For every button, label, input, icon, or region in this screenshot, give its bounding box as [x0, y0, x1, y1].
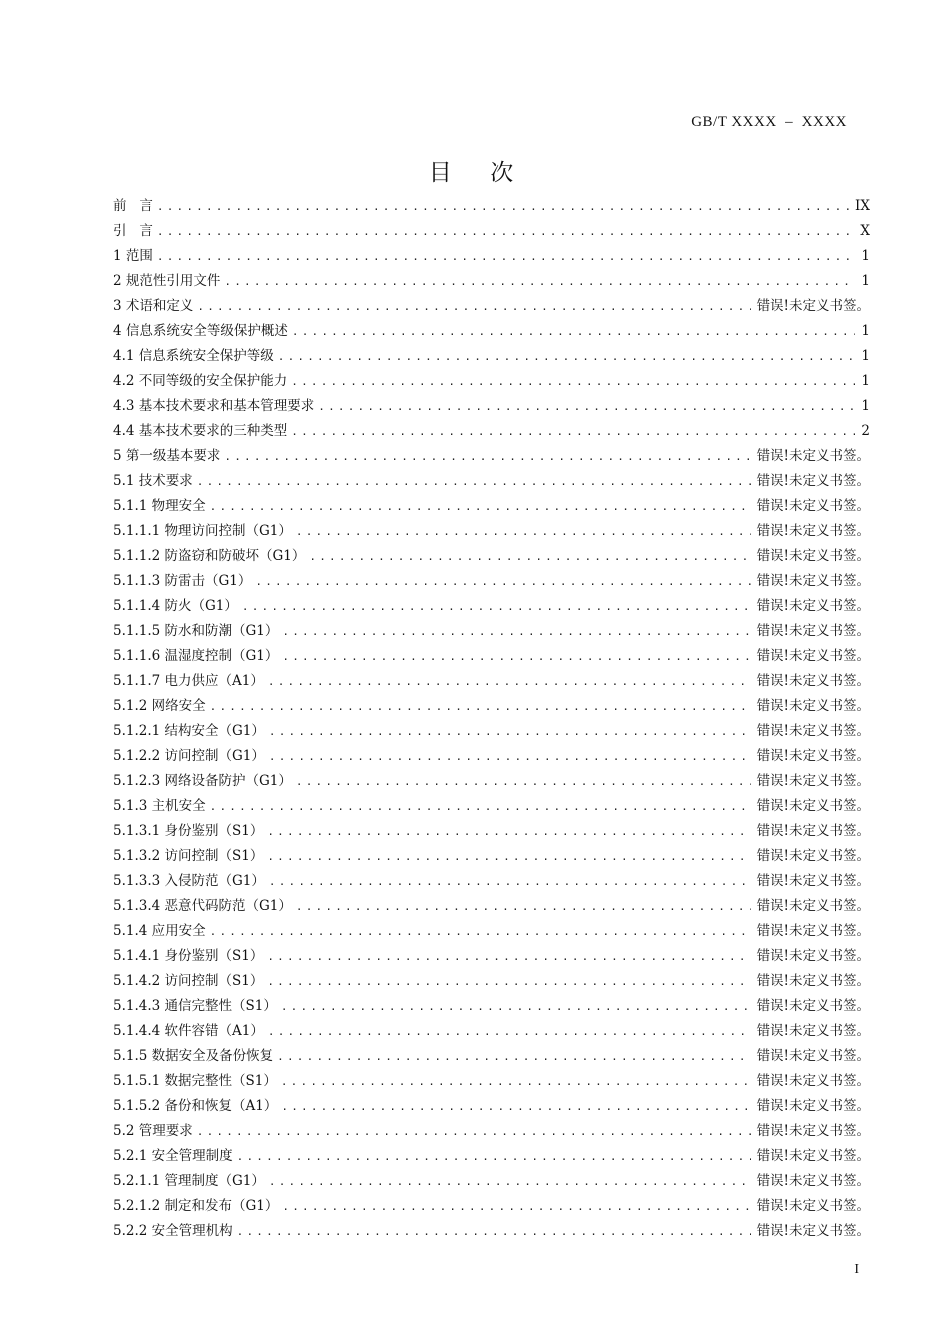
toc-entry-page: 错误!未定义书签。	[756, 1048, 870, 1064]
toc-entry[interactable]	[113, 219, 870, 244]
toc-entry-page: 错误!未定义书签。	[756, 723, 870, 739]
toc-entry-page: 错误!未定义书签。	[756, 1023, 870, 1039]
toc-entry[interactable]	[113, 544, 870, 569]
toc-entry-page: 错误!未定义书签。	[756, 873, 870, 889]
standard-number-header: GB/T XXXX – XXXX	[691, 114, 847, 130]
toc-entry[interactable]	[113, 619, 870, 644]
toc-dot-leader	[291, 369, 855, 394]
toc-entry[interactable]	[113, 969, 870, 994]
toc-dot-leader	[237, 1219, 751, 1244]
toc-dot-leader	[255, 569, 750, 594]
toc-entry-page: 错误!未定义书签。	[756, 1148, 870, 1164]
toc-dot-leader	[267, 969, 750, 994]
toc-dot-leader	[309, 544, 750, 569]
toc-dot-leader	[281, 1069, 751, 1094]
toc-entry-title: 5.1.1.2 防盗窃和防破坏（G1）	[113, 548, 306, 564]
toc-dot-leader	[197, 294, 750, 319]
toc-entry-page: 错误!未定义书签。	[756, 698, 870, 714]
toc-entry[interactable]	[113, 394, 870, 419]
toc-dot-leader	[282, 644, 750, 669]
toc-dot-leader	[282, 1194, 750, 1219]
toc-entry-page: 错误!未定义书签。	[756, 1123, 870, 1139]
toc-dot-leader	[242, 594, 751, 619]
toc-entry-title: 5.2.1.2 制定和发布（G1）	[113, 1198, 279, 1214]
toc-dot-leader	[267, 819, 750, 844]
toc-entry-page: 错误!未定义书签。	[756, 948, 870, 964]
toc-entry[interactable]	[113, 1169, 870, 1194]
toc-dot-leader	[292, 319, 856, 344]
toc-entry-page: 错误!未定义书签。	[756, 898, 870, 914]
toc-entry-page: 错误!未定义书签。	[756, 448, 870, 464]
toc-entry-title: 5.1.2.2 访问控制（G1）	[113, 748, 265, 764]
toc-dot-leader	[269, 869, 751, 894]
toc-dot-leader	[157, 219, 855, 244]
toc-entry-page: 错误!未定义书签。	[756, 473, 870, 489]
toc-entry-page: 1	[861, 273, 870, 289]
toc-entry[interactable]	[113, 319, 870, 344]
toc-entry-page: 错误!未定义书签。	[756, 748, 870, 764]
toc-dot-leader	[210, 919, 751, 944]
toc-entry[interactable]	[113, 769, 870, 794]
toc-dot-leader	[281, 1094, 750, 1119]
toc-entry-page: 错误!未定义书签。	[756, 598, 870, 614]
toc-entry[interactable]	[113, 494, 870, 519]
toc-entry[interactable]	[113, 719, 870, 744]
page-title: 目 次	[428, 160, 522, 186]
toc-dot-leader	[296, 769, 751, 794]
toc-entry[interactable]	[113, 994, 870, 1019]
toc-entry-page: 2	[861, 423, 870, 439]
toc-entry-page: 错误!未定义书签。	[756, 923, 870, 939]
toc-entry[interactable]	[113, 1069, 870, 1094]
toc-entry-title: 5.1.3.1 身份鉴别（S1）	[113, 823, 264, 839]
toc-entry-page: 错误!未定义书签。	[756, 1223, 870, 1239]
toc-entry-page: 错误!未定义书签。	[756, 573, 870, 589]
toc-entry[interactable]	[113, 744, 870, 769]
toc-entry-title: 5.2.1 安全管理制度	[113, 1148, 233, 1164]
toc-dot-leader	[269, 719, 751, 744]
toc-entry[interactable]	[113, 194, 870, 219]
toc-entry-page: 错误!未定义书签。	[756, 773, 870, 789]
toc-entry-page: IX	[855, 198, 870, 214]
toc-entry[interactable]	[113, 469, 870, 494]
toc-entry[interactable]	[113, 444, 870, 469]
toc-entry-title: 5.2.1.1 管理制度（G1）	[113, 1173, 265, 1189]
toc-entry[interactable]	[113, 819, 870, 844]
toc-entry-page: 1	[861, 398, 870, 414]
toc-dot-leader	[210, 694, 751, 719]
toc-dot-leader	[278, 344, 856, 369]
toc-entry-title: 4 信息系统安全等级保护概述	[113, 323, 288, 339]
toc-dot-leader	[224, 269, 855, 294]
toc-entry-title: 4.3 基本技术要求和基本管理要求	[113, 398, 315, 414]
toc-entry[interactable]	[113, 519, 870, 544]
toc-dot-leader	[237, 1144, 751, 1169]
toc-entry[interactable]	[113, 594, 870, 619]
toc-entry-title: 5.1.3.4 恶意代码防范（G1）	[113, 898, 292, 914]
toc-dot-leader	[277, 1044, 750, 1069]
toc-entry-page: 错误!未定义书签。	[756, 823, 870, 839]
toc-entry-title: 5.1.4.1 身份鉴别（S1）	[113, 948, 264, 964]
toc-entry[interactable]	[113, 1044, 870, 1069]
toc-entry[interactable]	[113, 1019, 870, 1044]
toc-entry-title: 5.1 技术要求	[113, 473, 193, 489]
toc-entry-title: 5.2 管理要求	[113, 1123, 193, 1139]
toc-entry-title: 5 第一级基本要求	[113, 448, 221, 464]
toc-dot-leader	[157, 244, 856, 269]
toc-entry-title: 5.1.3 主机安全	[113, 798, 206, 814]
toc-entry-title: 前 言	[113, 198, 153, 214]
toc-entry-title: 4.4 基本技术要求的三种类型	[113, 423, 288, 439]
toc-entry-page: 错误!未定义书签。	[756, 298, 870, 314]
toc-dot-leader	[268, 1019, 751, 1044]
toc-entry-title: 5.1.1.6 温湿度控制（G1）	[113, 648, 279, 664]
table-of-contents	[113, 194, 870, 1244]
toc-entry[interactable]	[113, 794, 870, 819]
toc-entry-title: 5.1.5.1 数据完整性（S1）	[113, 1073, 277, 1089]
toc-entry-page: X	[860, 223, 870, 239]
toc-entry-page: 错误!未定义书签。	[756, 998, 870, 1014]
toc-entry[interactable]	[113, 694, 870, 719]
toc-entry[interactable]	[113, 269, 870, 294]
toc-entry-title: 5.2.2 安全管理机构	[113, 1223, 233, 1239]
toc-entry-page: 错误!未定义书签。	[756, 973, 870, 989]
toc-entry-title: 3 术语和定义	[113, 298, 194, 314]
toc-entry-page: 错误!未定义书签。	[756, 1198, 870, 1214]
toc-dot-leader	[269, 1169, 751, 1194]
toc-entry-page: 错误!未定义书签。	[756, 1173, 870, 1189]
toc-entry-page: 错误!未定义书签。	[756, 648, 870, 664]
toc-dot-leader	[296, 519, 751, 544]
toc-entry-title: 5.1.4 应用安全	[113, 923, 206, 939]
toc-entry-page: 错误!未定义书签。	[756, 798, 870, 814]
toc-entry[interactable]	[113, 1194, 870, 1219]
toc-entry-page: 错误!未定义书签。	[756, 673, 870, 689]
toc-entry[interactable]	[113, 644, 870, 669]
toc-entry-title: 5.1.5.2 备份和恢复（A1）	[113, 1098, 278, 1114]
toc-entry-title: 1 范围	[113, 248, 153, 264]
toc-entry-title: 5.1.3.2 访问控制（S1）	[113, 848, 264, 864]
toc-entry[interactable]	[113, 419, 870, 444]
toc-entry[interactable]	[113, 569, 870, 594]
toc-entry[interactable]	[113, 244, 870, 269]
toc-entry[interactable]	[113, 369, 870, 394]
toc-dot-leader	[267, 844, 750, 869]
toc-entry[interactable]	[113, 1094, 870, 1119]
toc-entry-title: 5.1.4.4 软件容错（A1）	[113, 1023, 264, 1039]
toc-dot-leader	[268, 669, 751, 694]
toc-dot-leader	[282, 619, 750, 644]
toc-entry-title: 5.1.3.3 入侵防范（G1）	[113, 873, 265, 889]
toc-entry-title: 5.1.1.5 防水和防潮（G1）	[113, 623, 279, 639]
toc-dot-leader	[197, 469, 751, 494]
toc-dot-leader	[197, 1119, 751, 1144]
toc-entry[interactable]	[113, 1144, 870, 1169]
toc-entry-title: 5.1.1.7 电力供应（A1）	[113, 673, 264, 689]
toc-dot-leader	[210, 494, 751, 519]
toc-dot-leader	[318, 394, 855, 419]
toc-entry-title: 5.1.5 数据安全及备份恢复	[113, 1048, 274, 1064]
toc-entry-title: 引 言	[113, 223, 153, 239]
toc-entry[interactable]	[113, 669, 870, 694]
toc-dot-leader	[267, 944, 750, 969]
toc-entry[interactable]	[113, 944, 870, 969]
toc-entry-page: 错误!未定义书签。	[756, 523, 870, 539]
toc-entry-page: 错误!未定义书签。	[756, 1098, 870, 1114]
toc-entry-page: 错误!未定义书签。	[756, 548, 870, 564]
toc-dot-leader	[296, 894, 751, 919]
toc-entry-title: 5.1.4.2 访问控制（S1）	[113, 973, 264, 989]
toc-entry[interactable]	[113, 894, 870, 919]
toc-entry[interactable]	[113, 344, 870, 369]
toc-dot-leader	[269, 744, 751, 769]
toc-entry[interactable]	[113, 869, 870, 894]
toc-dot-leader	[281, 994, 751, 1019]
toc-entry[interactable]	[113, 294, 870, 319]
toc-entry-title: 5.1.1.1 物理访问控制（G1）	[113, 523, 292, 539]
toc-entry-title: 5.1.1 物理安全	[113, 498, 206, 514]
toc-entry-title: 5.1.2 网络安全	[113, 698, 206, 714]
toc-entry-page: 1	[861, 348, 870, 364]
toc-entry[interactable]	[113, 919, 870, 944]
toc-entry-page: 1	[861, 373, 870, 389]
toc-entry-title: 5.1.1.4 防火（G1）	[113, 598, 238, 614]
toc-dot-leader	[291, 419, 855, 444]
toc-dot-leader	[224, 444, 750, 469]
toc-entry-page: 错误!未定义书签。	[756, 1073, 870, 1089]
toc-entry-page: 1	[861, 248, 870, 264]
toc-entry-title: 4.1 信息系统安全保护等级	[113, 348, 274, 364]
toc-entry-title: 4.2 不同等级的安全保护能力	[113, 373, 288, 389]
toc-entry-title: 2 规范性引用文件	[113, 273, 221, 289]
toc-entry-page: 错误!未定义书签。	[756, 623, 870, 639]
page-number: I	[854, 1262, 859, 1277]
toc-entry-page: 1	[861, 323, 870, 339]
toc-entry-title: 5.1.2.3 网络设备防护（G1）	[113, 773, 292, 789]
toc-dot-leader	[210, 794, 751, 819]
toc-dot-leader	[157, 194, 849, 219]
toc-entry-page: 错误!未定义书签。	[756, 498, 870, 514]
toc-entry[interactable]	[113, 844, 870, 869]
toc-entry-page: 错误!未定义书签。	[756, 848, 870, 864]
toc-entry-title: 5.1.4.3 通信完整性（S1）	[113, 998, 277, 1014]
toc-entry[interactable]	[113, 1119, 870, 1144]
toc-entry-title: 5.1.1.3 防雷击（G1）	[113, 573, 252, 589]
toc-entry[interactable]	[113, 1219, 870, 1244]
toc-entry-title: 5.1.2.1 结构安全（G1）	[113, 723, 265, 739]
